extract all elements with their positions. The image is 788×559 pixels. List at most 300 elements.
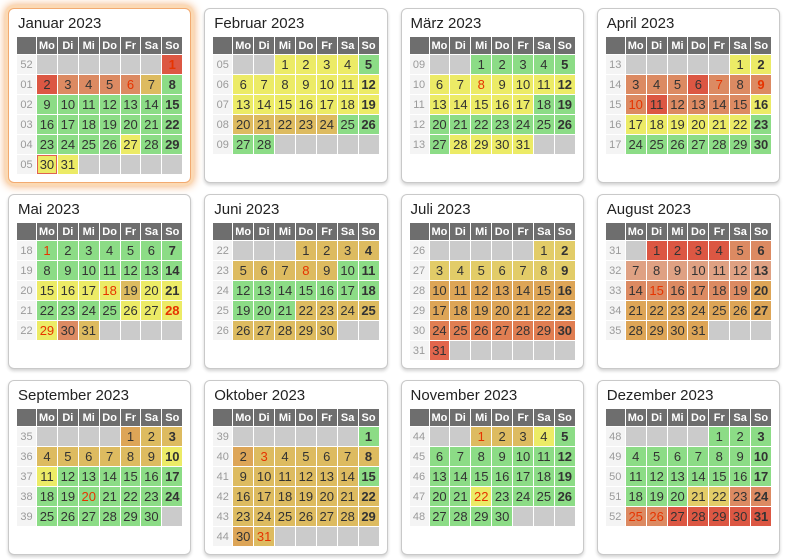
week-number: 39	[17, 507, 36, 526]
day-cell: 16	[555, 281, 575, 300]
empty-cell	[275, 135, 295, 154]
day-cell: 25	[79, 135, 99, 154]
corner-cell	[410, 223, 429, 240]
day-cell: 14	[338, 467, 358, 486]
day-cell: 22	[37, 301, 57, 320]
day-cell: 23	[37, 135, 57, 154]
day-cell: 3	[688, 241, 708, 260]
weekday-header: Fr	[317, 409, 337, 426]
week-number: 50	[606, 467, 625, 486]
day-cell: 23	[668, 301, 688, 320]
week-number: 46	[410, 467, 429, 486]
month-panel-august-2023[interactable]	[597, 194, 780, 369]
day-cell: 28	[688, 507, 708, 526]
weekday-header: So	[555, 409, 575, 426]
day-cell: 29	[37, 321, 57, 340]
weekday-header: Fr	[317, 37, 337, 54]
weekday-header: Sa	[730, 37, 750, 54]
day-cell: 22	[647, 301, 667, 320]
week-number: 26	[410, 241, 429, 260]
day-cell: 28	[450, 135, 470, 154]
corner-cell	[213, 37, 232, 54]
day-cell: 2	[296, 55, 316, 74]
empty-cell	[359, 527, 379, 546]
day-cell: 6	[317, 447, 337, 466]
empty-cell	[275, 427, 295, 446]
empty-cell	[296, 135, 316, 154]
month-table	[409, 222, 576, 361]
day-cell: 26	[647, 507, 667, 526]
month-panel-februar-2023[interactable]	[204, 8, 387, 183]
weekday-header: Do	[688, 223, 708, 240]
weekday-header: Sa	[338, 223, 358, 240]
weekday-header: Mo	[430, 37, 450, 54]
empty-cell	[233, 427, 253, 446]
day-cell: 22	[275, 115, 295, 134]
empty-cell	[513, 341, 533, 360]
week-number: 02	[17, 95, 36, 114]
day-cell: 18	[534, 467, 554, 486]
weekday-header: Sa	[534, 409, 554, 426]
day-cell: 19	[121, 281, 141, 300]
empty-cell	[555, 341, 575, 360]
weekday-header: So	[751, 409, 771, 426]
day-cell: 12	[647, 467, 667, 486]
day-cell: 22	[296, 301, 316, 320]
month-title: Oktober 2023	[214, 387, 306, 404]
empty-cell	[647, 55, 667, 74]
day-cell: 16	[37, 115, 57, 134]
day-cell: 1	[121, 427, 141, 446]
weekday-header: So	[751, 37, 771, 54]
week-number: 42	[213, 487, 232, 506]
day-cell: 10	[430, 281, 450, 300]
weekday-header: Mi	[668, 37, 688, 54]
weekday-header: Mo	[430, 223, 450, 240]
day-cell: 20	[668, 487, 688, 506]
day-cell: 3	[58, 75, 78, 94]
day-cell: 4	[79, 75, 99, 94]
day-cell: 12	[58, 467, 78, 486]
weekday-header: Di	[647, 37, 667, 54]
day-cell: 4	[37, 447, 57, 466]
day-cell: 17	[58, 115, 78, 134]
weekday-header: Do	[100, 409, 120, 426]
empty-cell	[430, 241, 450, 260]
weekday-header: Mi	[79, 223, 99, 240]
month-panel-juni-2023[interactable]	[204, 194, 387, 369]
day-cell: 29	[471, 507, 491, 526]
day-cell: 14	[162, 261, 182, 280]
day-cell: 27	[141, 301, 161, 320]
weekday-header: Mo	[37, 37, 57, 54]
day-cell: 2	[233, 447, 253, 466]
day-cell: 28	[450, 507, 470, 526]
day-cell: 9	[233, 467, 253, 486]
month-panel-januar-2023[interactable]	[8, 8, 191, 183]
day-cell: 20	[492, 301, 512, 320]
week-number: 52	[606, 507, 625, 526]
weekday-header: Sa	[141, 409, 161, 426]
weekday-header: Mo	[37, 409, 57, 426]
day-cell: 5	[555, 427, 575, 446]
week-number: 51	[606, 487, 625, 506]
empty-cell	[359, 135, 379, 154]
day-cell: 15	[647, 281, 667, 300]
week-number: 19	[17, 261, 36, 280]
day-cell: 23	[751, 115, 771, 134]
day-cell: 26	[668, 135, 688, 154]
day-cell: 17	[688, 281, 708, 300]
empty-cell	[162, 507, 182, 526]
empty-cell	[471, 341, 491, 360]
day-cell: 10	[79, 261, 99, 280]
empty-cell	[668, 427, 688, 446]
day-cell: 24	[513, 115, 533, 134]
day-cell: 26	[121, 301, 141, 320]
day-cell: 20	[430, 115, 450, 134]
day-cell: 3	[626, 75, 646, 94]
weekday-header: Mi	[275, 37, 295, 54]
day-cell: 30	[58, 321, 78, 340]
day-cell: 23	[555, 301, 575, 320]
day-cell: 31	[58, 155, 78, 174]
month-panel-april-2023[interactable]	[597, 8, 780, 183]
empty-cell	[450, 341, 470, 360]
day-cell: 14	[709, 95, 729, 114]
day-cell: 28	[100, 507, 120, 526]
day-cell: 31	[688, 321, 708, 340]
day-cell: 21	[162, 281, 182, 300]
empty-cell	[162, 321, 182, 340]
day-cell: 17	[513, 95, 533, 114]
day-cell: 9	[492, 447, 512, 466]
week-number: 36	[17, 447, 36, 466]
weekday-header: So	[751, 223, 771, 240]
day-cell: 13	[492, 281, 512, 300]
weekday-header: Sa	[534, 223, 554, 240]
week-number: 28	[410, 281, 429, 300]
day-cell: 11	[534, 75, 554, 94]
day-cell: 9	[58, 261, 78, 280]
month-title: Juli 2023	[410, 201, 471, 218]
weekday-header: Do	[688, 37, 708, 54]
empty-cell	[555, 135, 575, 154]
corner-cell	[606, 37, 625, 54]
day-cell: 15	[296, 281, 316, 300]
day-cell: 30	[37, 155, 57, 174]
week-number: 32	[606, 261, 625, 280]
day-cell: 21	[450, 487, 470, 506]
empty-cell	[626, 427, 646, 446]
weekday-header: Fr	[513, 223, 533, 240]
day-cell: 10	[254, 467, 274, 486]
week-number: 44	[410, 427, 429, 446]
week-number: 06	[213, 75, 232, 94]
day-cell: 5	[121, 241, 141, 260]
day-cell: 29	[647, 321, 667, 340]
empty-cell	[338, 527, 358, 546]
day-cell: 2	[492, 427, 512, 446]
month-table	[212, 222, 379, 341]
day-cell: 19	[233, 301, 253, 320]
day-cell: 26	[100, 135, 120, 154]
weekday-header: Di	[58, 37, 78, 54]
weekday-header: Mi	[471, 37, 491, 54]
day-cell: 30	[317, 321, 337, 340]
day-cell: 20	[233, 115, 253, 134]
weekday-header: Di	[58, 409, 78, 426]
week-number: 34	[606, 301, 625, 320]
day-cell: 13	[668, 467, 688, 486]
day-cell: 11	[79, 95, 99, 114]
weekday-header: Di	[254, 409, 274, 426]
week-number: 14	[606, 75, 625, 94]
month-table	[605, 222, 772, 341]
week-number: 21	[17, 301, 36, 320]
day-cell: 20	[430, 487, 450, 506]
day-cell: 23	[492, 115, 512, 134]
weekday-header: Fr	[513, 409, 533, 426]
month-panel-november-2023[interactable]	[401, 380, 584, 555]
empty-cell	[233, 241, 253, 260]
day-cell: 20	[751, 281, 771, 300]
empty-cell	[100, 55, 120, 74]
day-cell: 25	[534, 487, 554, 506]
day-cell: 14	[450, 467, 470, 486]
day-cell: 15	[534, 281, 554, 300]
weekday-header: Di	[450, 223, 470, 240]
empty-cell	[450, 55, 470, 74]
day-cell: 9	[141, 447, 161, 466]
empty-cell	[450, 241, 470, 260]
day-cell: 13	[430, 95, 450, 114]
day-cell: 31	[79, 321, 99, 340]
day-cell: 9	[751, 75, 771, 94]
day-cell: 22	[121, 487, 141, 506]
day-cell: 24	[162, 487, 182, 506]
empty-cell	[275, 241, 295, 260]
day-cell: 2	[317, 241, 337, 260]
day-cell: 22	[471, 487, 491, 506]
day-cell: 14	[450, 95, 470, 114]
day-cell: 21	[100, 487, 120, 506]
day-cell: 11	[709, 261, 729, 280]
week-number: 31	[410, 341, 429, 360]
day-cell: 23	[296, 115, 316, 134]
day-cell: 29	[296, 321, 316, 340]
month-panel-mai-2023[interactable]	[8, 194, 191, 369]
weekday-header: So	[555, 223, 575, 240]
weekday-header: Do	[100, 37, 120, 54]
empty-cell	[141, 55, 161, 74]
day-cell: 12	[471, 281, 491, 300]
day-cell: 4	[359, 241, 379, 260]
day-cell: 30	[233, 527, 253, 546]
day-cell: 5	[359, 55, 379, 74]
day-cell: 5	[58, 447, 78, 466]
day-cell: 10	[688, 261, 708, 280]
empty-cell	[492, 241, 512, 260]
empty-cell	[688, 427, 708, 446]
day-cell: 6	[254, 261, 274, 280]
day-cell: 17	[626, 115, 646, 134]
day-cell: 1	[730, 55, 750, 74]
day-cell: 24	[79, 301, 99, 320]
day-cell: 20	[254, 301, 274, 320]
day-cell: 23	[141, 487, 161, 506]
weekday-header: Sa	[141, 223, 161, 240]
day-cell: 1	[162, 55, 182, 74]
day-cell: 6	[233, 75, 253, 94]
day-cell: 2	[141, 427, 161, 446]
day-cell: 11	[100, 261, 120, 280]
day-cell: 27	[751, 301, 771, 320]
empty-cell	[338, 427, 358, 446]
empty-cell	[79, 155, 99, 174]
empty-cell	[317, 527, 337, 546]
day-cell: 10	[513, 75, 533, 94]
empty-cell	[338, 135, 358, 154]
day-cell: 27	[688, 135, 708, 154]
weekday-header: Di	[450, 37, 470, 54]
week-number: 48	[606, 427, 625, 446]
week-number: 08	[213, 115, 232, 134]
day-cell: 28	[709, 135, 729, 154]
week-number: 47	[410, 487, 429, 506]
empty-cell	[100, 321, 120, 340]
day-cell: 7	[100, 447, 120, 466]
day-cell: 6	[141, 241, 161, 260]
empty-cell	[430, 427, 450, 446]
weekday-header: So	[555, 37, 575, 54]
month-title: Dezember 2023	[606, 387, 714, 404]
day-cell: 9	[492, 75, 512, 94]
day-cell: 17	[317, 95, 337, 114]
day-cell: 6	[121, 75, 141, 94]
day-cell: 27	[430, 507, 450, 526]
corner-cell	[17, 409, 36, 426]
month-panel-oktober-2023[interactable]	[204, 380, 387, 555]
weekday-header: Mi	[668, 223, 688, 240]
day-cell: 20	[79, 487, 99, 506]
empty-cell	[317, 427, 337, 446]
day-cell: 25	[534, 115, 554, 134]
day-cell: 25	[626, 507, 646, 526]
weekday-header: So	[359, 409, 379, 426]
week-number: 01	[17, 75, 36, 94]
month-title: November 2023	[410, 387, 518, 404]
empty-cell	[534, 135, 554, 154]
weekday-header: Mo	[430, 409, 450, 426]
day-cell: 30	[668, 321, 688, 340]
day-cell: 2	[58, 241, 78, 260]
week-number: 13	[606, 55, 625, 74]
day-cell: 17	[430, 301, 450, 320]
empty-cell	[709, 321, 729, 340]
month-table	[16, 408, 183, 527]
day-cell: 11	[37, 467, 57, 486]
day-cell: 19	[555, 467, 575, 486]
day-cell: 7	[709, 75, 729, 94]
day-cell: 25	[37, 507, 57, 526]
day-cell: 4	[100, 241, 120, 260]
day-cell: 18	[647, 115, 667, 134]
day-cell: 17	[751, 467, 771, 486]
day-cell: 9	[37, 95, 57, 114]
day-cell: 5	[471, 261, 491, 280]
empty-cell	[162, 155, 182, 174]
weekday-header: Mi	[471, 409, 491, 426]
month-panel-m-rz-2023[interactable]	[401, 8, 584, 183]
day-cell: 16	[751, 95, 771, 114]
day-cell: 15	[121, 467, 141, 486]
day-cell: 25	[709, 301, 729, 320]
weekday-header: Mi	[471, 223, 491, 240]
empty-cell	[121, 55, 141, 74]
corner-cell	[17, 37, 36, 54]
empty-cell	[513, 241, 533, 260]
day-cell: 18	[359, 281, 379, 300]
day-cell: 21	[513, 301, 533, 320]
day-cell: 12	[730, 261, 750, 280]
corner-cell	[410, 409, 429, 426]
day-cell: 3	[513, 55, 533, 74]
day-cell: 4	[647, 75, 667, 94]
day-cell: 24	[513, 487, 533, 506]
week-number: 33	[606, 281, 625, 300]
day-cell: 1	[647, 241, 667, 260]
day-cell: 30	[141, 507, 161, 526]
month-panel-dezember-2023[interactable]	[597, 380, 780, 555]
day-cell: 16	[233, 487, 253, 506]
week-number: 13	[410, 135, 429, 154]
empty-cell	[79, 55, 99, 74]
day-cell: 16	[730, 467, 750, 486]
day-cell: 13	[430, 467, 450, 486]
day-cell: 13	[233, 95, 253, 114]
weekday-header: Mo	[626, 223, 646, 240]
day-cell: 30	[492, 507, 512, 526]
week-number: 43	[213, 507, 232, 526]
day-cell: 23	[730, 487, 750, 506]
day-cell: 7	[162, 241, 182, 260]
day-cell: 2	[492, 55, 512, 74]
day-cell: 26	[58, 507, 78, 526]
week-number: 35	[606, 321, 625, 340]
day-cell: 4	[626, 447, 646, 466]
week-number: 38	[17, 487, 36, 506]
day-cell: 1	[275, 55, 295, 74]
day-cell: 6	[668, 447, 688, 466]
day-cell: 10	[317, 75, 337, 94]
weekday-header: Mi	[79, 409, 99, 426]
day-cell: 22	[709, 487, 729, 506]
day-cell: 17	[513, 467, 533, 486]
month-panel-september-2023[interactable]	[8, 380, 191, 555]
day-cell: 4	[275, 447, 295, 466]
day-cell: 20	[141, 281, 161, 300]
week-number: 23	[213, 261, 232, 280]
empty-cell	[626, 55, 646, 74]
week-number: 48	[410, 507, 429, 526]
weekday-header: Di	[254, 37, 274, 54]
day-cell: 3	[338, 241, 358, 260]
month-panel-juli-2023[interactable]	[401, 194, 584, 369]
day-cell: 7	[688, 447, 708, 466]
day-cell: 19	[555, 95, 575, 114]
weekday-header: Mo	[626, 409, 646, 426]
